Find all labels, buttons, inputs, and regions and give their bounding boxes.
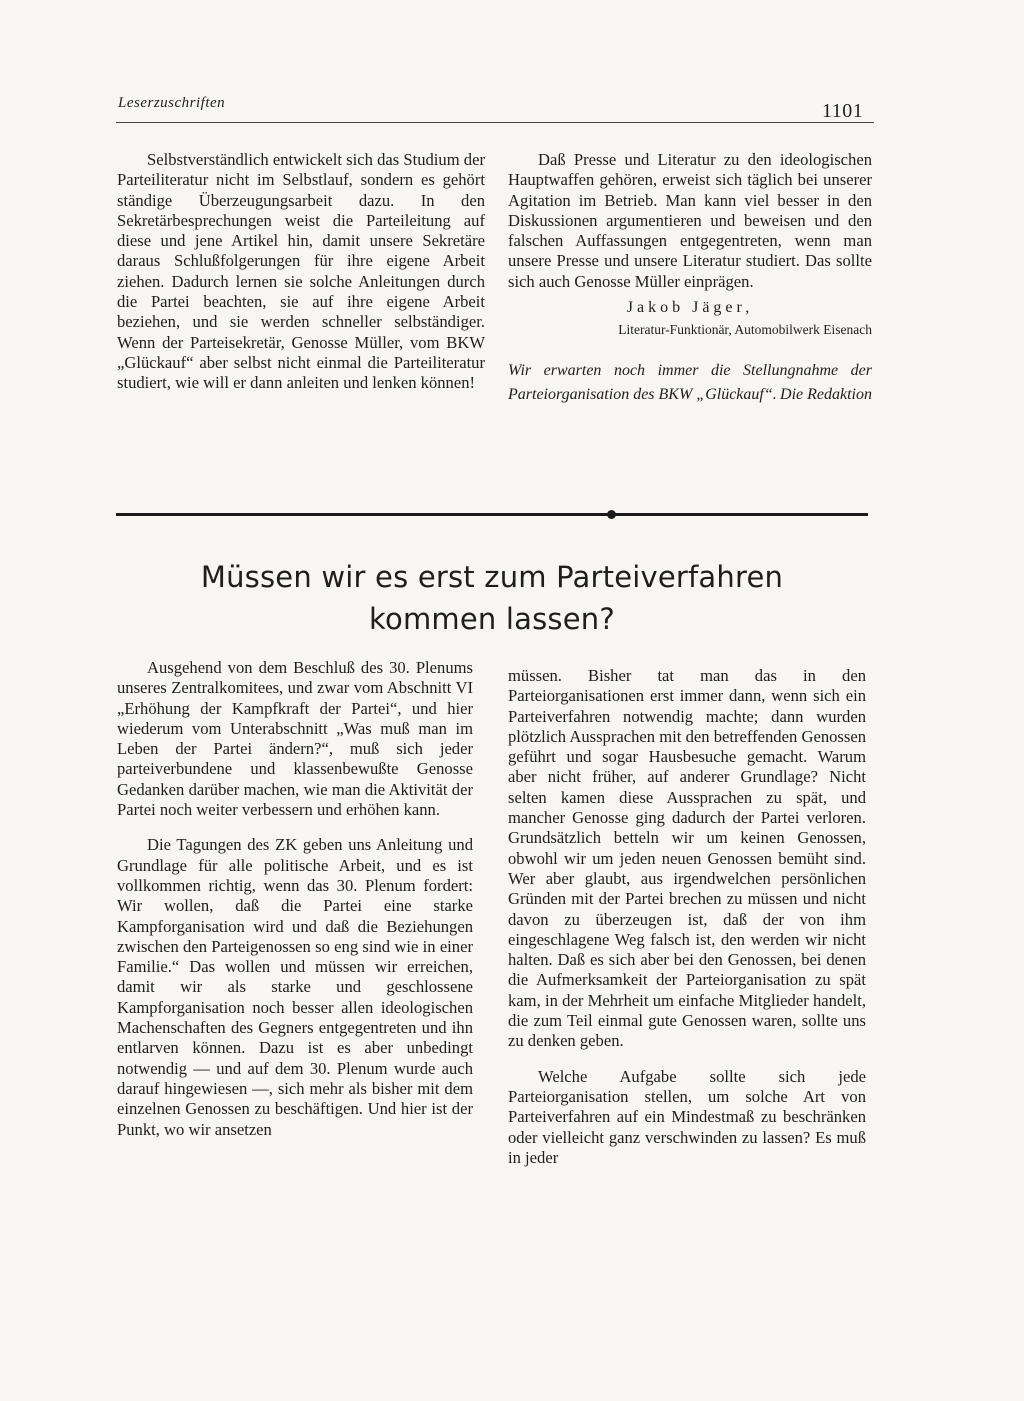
article-paragraph: Die Tagungen des ZK geben uns Anleitung und Grundlage für alle politische Arbeit, und es ist vollkommen richtig, wenn das 30. Plenum fordert: Wir wollen, daß die Partei eine starke Kampforganisation wird und daß die Beziehungen zwischen den Parteigenossen so eng sind wie in einer Familie.“ Das wollen und müssen wir erreichen, damit wir als starke und geschlossene Kampforganisation noch besser allen ideologischen Machenschaften des Gegners entgegentreten und ihn entlarven können. Dazu ist es aber unbedingt notwendig — und auf dem 30. Plenum wurde auch darauf hingewiesen —, sich mehr als bisher mit dem einzelnen Genossen zu beschäftigen. Und hier ist der Punkt, wo wir ansetzen xyxy=(117,835,473,1139)
divider-ornament xyxy=(607,510,616,519)
letter-right-column xyxy=(508,150,872,408)
signature-role: Literatur-Funktionär, Automobilwerk Eisenach xyxy=(618,322,872,338)
signature-name: Jakob Jäger, xyxy=(626,299,754,317)
page-number: 1101 xyxy=(822,100,864,122)
article-left-column xyxy=(117,658,473,1140)
article-paragraph: Ausgehend von dem Beschluß des 30. Plenums unseres Zentralkomitees, und zwar vom Abschnitt VI „Erhöhung der Kampfkraft der Partei“, und hier wiederum vom Unterabschnitt „Was muß man im Leben der Partei ändern?“, muß sich jeder parteiverbundene und klassenbewußte Genosse Gedanken darüber machen, wie man die Aktivität der Partei noch weiter verbessern und erhöhen kann. xyxy=(117,658,473,820)
header-rule xyxy=(116,122,874,123)
letter-paragraph: Daß Presse und Literatur zu den ideologischen Hauptwaffen gehören, erweist sich täglich bei unserer Agitation im Betrieb. Man kann viel besser in den Diskussionen argumentieren und beweisen und den falschen Auffassungen entgegentreten, wenn man unsere Presse und unsere Literatur studiert. Das sollte sich auch Genosse Müller einprägen. xyxy=(508,150,872,291)
article-paragraph: Welche Aufgabe sollte sich jede Parteiorganisation stellen, um solche Art von Parteiverfahren auf ein Mindestmaß zu beschränken oder vielleicht ganz verschwinden zu lassen? Es muß in jeder xyxy=(508,1066,866,1167)
title-line-2: kommen lassen? xyxy=(369,602,615,636)
editor-signature: Die Redaktion xyxy=(780,386,872,404)
article-paragraph: müssen. Bisher tat man das in den Parteiorganisationen erst immer dann, wenn sich ein Parteiverfahren notwendig machte; dann wurden plötzlich Aussprachen mit den betreffenden Genossen geführt und sogar Hausbesuche gemacht. Warum aber nicht früher, auf anderer Grundlage? Nicht selten kamen diese Aussprachen zu spät, und mancher Genosse ging dadurch der Partei verloren. Grundsätzlich betteln wir um keinen Genossen, obwohl wir um jeden neuen Genossen bemüht sind. Wer aber glaubt, aus irgendwelchen persönlichen Gründen mit der Partei brechen zu müssen und nicht davon zu überzeugen ist, daß der von ihm eingeschlagene Weg falsch ist, den werden wir nicht halten. Daß es sich aber bei den Genossen, bei denen die Aufmerksamkeit der Parteiorganisation zu spät kam, in der Mehrheit um einfache Mitglieder handelt, die zum Teil einmal gute Genossen waren, sollte uns zu denken geben. xyxy=(508,666,866,1051)
editor-note-text: Wir erwarten noch immer die Stellungnahme der Parteiorganisation des BKW „Glückauf“. xyxy=(508,361,872,404)
section-divider xyxy=(116,513,868,516)
section-header: Leserzuschriften xyxy=(118,95,226,111)
title-line-1: Müssen wir es erst zum Parteiverfahren xyxy=(200,560,784,594)
article-right-column xyxy=(508,666,866,1168)
letter-left-column xyxy=(117,150,485,394)
article-title xyxy=(116,556,868,640)
editor-note xyxy=(508,359,872,408)
letter-paragraph: Selbstverständlich entwickelt sich das Studium der Parteiliteratur nicht im Selbstlauf, sondern es gehört ständige Überzeugungsarbeit dazu. In den Sekretärbesprechungen weist die Parteileitung auf diese und jene Artikel hin, damit unsere Sekretäre daraus Schlußfolgerungen für ihre eigene Arbeit ziehen. Dadurch lernen sie solche Anleitungen durch die Partei beachten, sie auf ihre eigene Arbeit beziehen, und sie werden schneller selbständiger. Wenn der Parteisekretär, Genosse Müller, vom BKW „Glückauf“ aber selbst nicht einmal die Parteiliteratur studiert, wie will er dann anleiten und lenken können! xyxy=(117,150,485,393)
